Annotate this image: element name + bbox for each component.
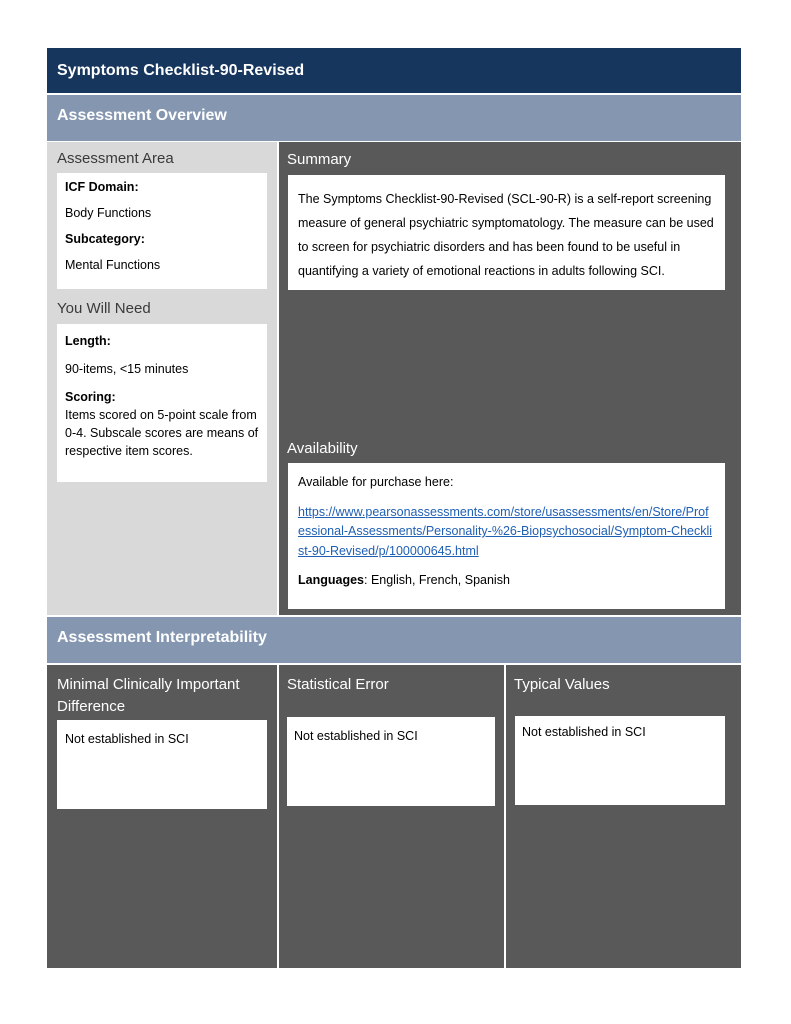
typical-values-box	[515, 716, 725, 805]
scoring-value: Items scored on 5-point scale from 0-4. Subscale scores are means of respective item scores.	[65, 408, 259, 458]
scoring-label: Scoring:	[65, 390, 116, 404]
length-label: Length:	[65, 334, 111, 348]
mcid-panel	[47, 665, 277, 968]
typical-values-heading: Typical Values	[514, 676, 610, 693]
statistical-error-box	[287, 717, 495, 806]
statistical-error-value: Not established in SCI	[294, 729, 418, 743]
section-header-interpretability: Assessment Interpretability	[47, 617, 741, 663]
typical-values-panel	[506, 665, 741, 968]
page-title: Symptoms Checklist-90-Revised	[47, 48, 741, 93]
availability-box	[288, 463, 725, 609]
section-header-overview: Assessment Overview	[47, 95, 741, 141]
typical-values-value: Not established in SCI	[522, 725, 646, 739]
summary-heading: Summary	[287, 151, 352, 168]
subcategory-value: Mental Functions	[65, 258, 161, 272]
left-panel	[47, 142, 277, 615]
mcid-value: Not established in SCI	[65, 732, 189, 746]
right-panel	[279, 142, 741, 615]
availability-intro: Available for purchase here:	[298, 475, 454, 489]
assessment-area-box	[57, 173, 267, 289]
subcategory-label: Subcategory:	[65, 232, 145, 246]
icf-domain-value: Body Functions	[65, 206, 152, 220]
summary-text: The Symptoms Checklist-90-Revised (SCL-90-R) is a self-report screening measure of general psychiatric symptomatology. The measure can be used to screen for psychiatric disorders and has been found to be useful in quantifying a variety of emotional reactions in adults following SCI.	[298, 192, 714, 278]
statistical-error-heading: Statistical Error	[287, 676, 389, 693]
assessment-area-heading: Assessment Area	[57, 150, 174, 167]
you-will-need-heading: You Will Need	[57, 300, 151, 317]
mcid-heading: Minimal Clinically Important Difference	[57, 676, 240, 715]
you-will-need-box	[57, 324, 267, 482]
statistical-error-panel	[279, 665, 504, 968]
languages-value: : English, French, Spanish	[364, 573, 510, 587]
availability-heading: Availability	[287, 440, 358, 457]
summary-box	[288, 175, 725, 290]
mcid-box	[57, 720, 267, 809]
purchase-link[interactable]: https://www.pearsonassessments.com/store/usassessments/en/Store/Professional-Assessments/Personality-%26-Biopsychosocial/Symptom-Checklist-90-Revised/p/100000645.html	[298, 504, 713, 558]
languages-label: Languages	[298, 573, 364, 587]
length-value: 90-items, <15 minutes	[65, 362, 189, 376]
icf-domain-label: ICF Domain:	[65, 180, 139, 194]
